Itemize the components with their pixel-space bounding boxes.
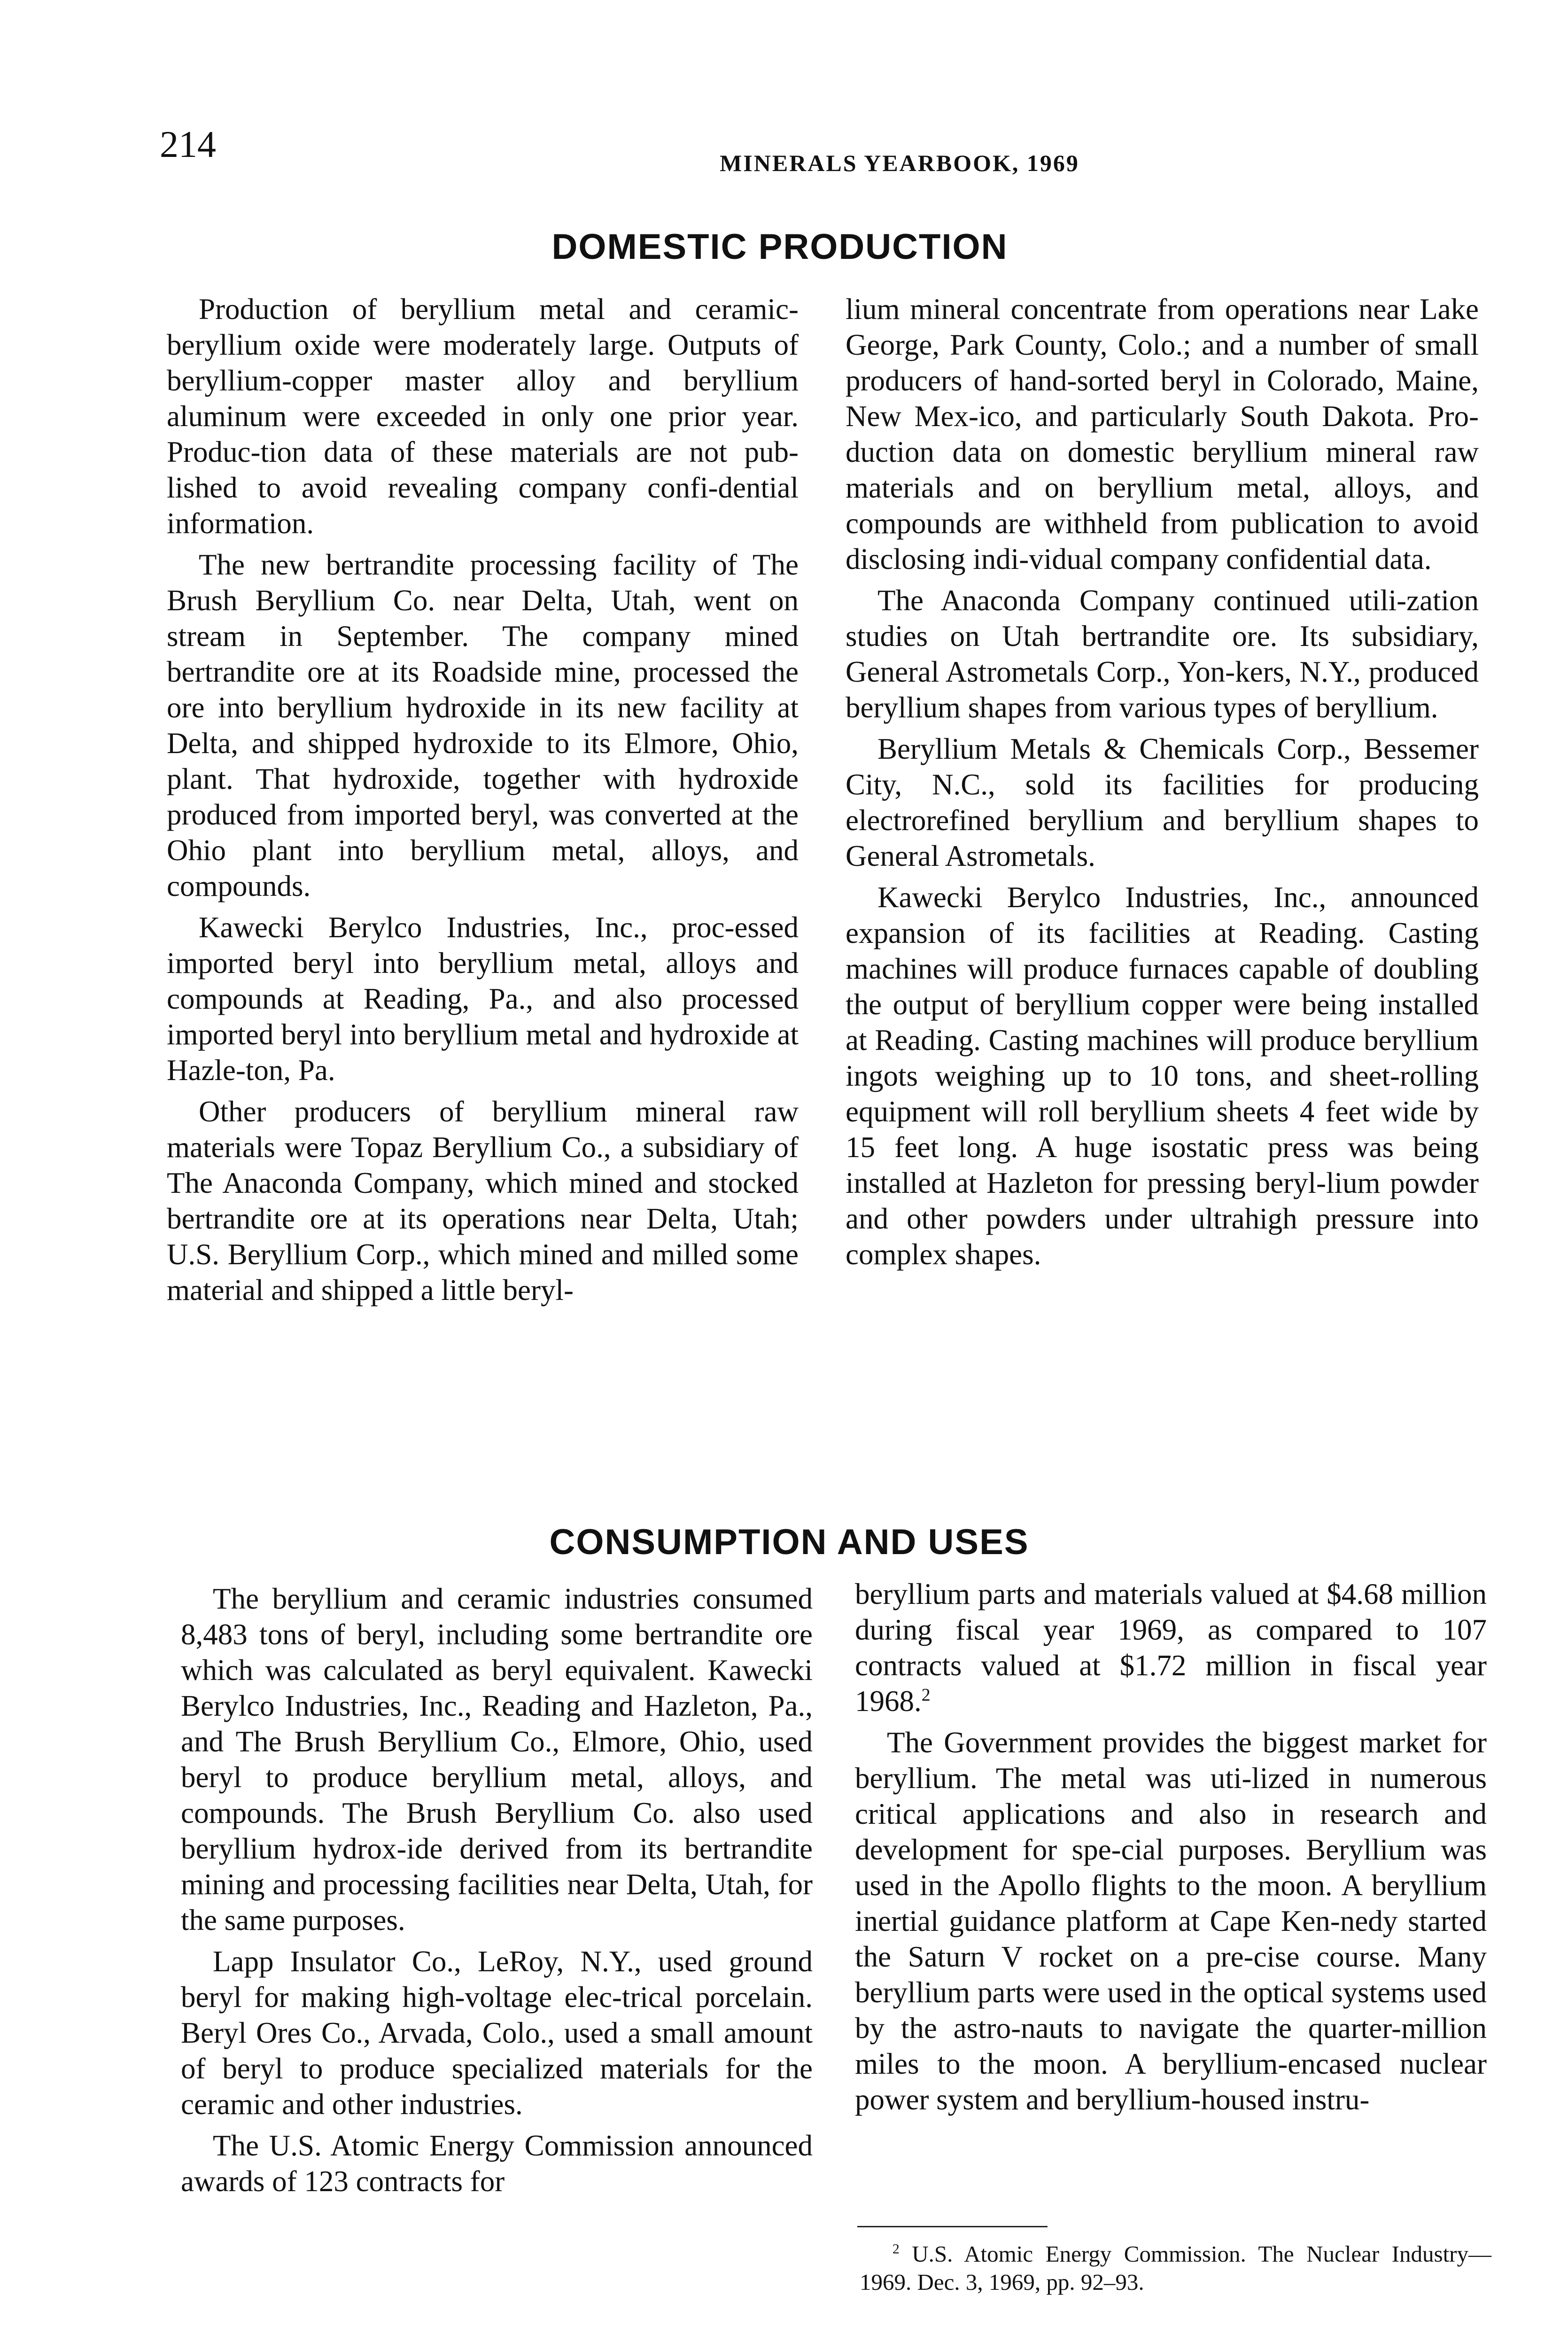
- paragraph: Beryllium Metals & Chemicals Corp., Bessemer City, N.C., sold its facilities for producing electrorefined beryllium and beryllium shapes to General Astrometals.: [846, 732, 1479, 872]
- page-number: 214: [160, 124, 216, 165]
- paragraph: The beryllium and ceramic industries consumed 8,483 tons of beryl, including some bertrandite ore which was calculated as beryl equivalent. Kawecki Berylco Industries, Inc., Reading and Hazleton, Pa., and The Brush Beryllium Co., Elmore, Ohio, used beryl to produce beryllium metal, alloys, and compounds. The Brush Beryllium Co. also used beryllium hydrox-ide derived from its bertrandite mining and processing facilities near Delta, Utah, for the same purposes.: [181, 1582, 813, 1937]
- paragraph: The U.S. Atomic Energy Commission announced awards of 123 contracts for: [181, 2129, 813, 2198]
- footnote-reference: 2: [921, 1685, 931, 1705]
- paragraph: lium mineral concentrate from operations near Lake George, Park County, Colo.; and a number of small producers of hand-sorted beryl in Colorado, Maine, New Mex-ico, and particularly South Dakota. Pro-duction data on domestic beryllium mineral raw materials and on beryllium metal, alloys, and compounds are withheld from publication to avoid disclosing indi-vidual company confidential data.: [846, 293, 1479, 576]
- paragraph: The Government provides the biggest market for beryllium. The metal was uti-lized in numerous critical applications and also in research and development for spe-cial purposes. Beryllium was used in the Apollo flights to the moon. A beryllium inertial guidance platform at Cape Ken-nedy started the Saturn V rocket on a pre-cise course. Many beryllium parts were used in the optical systems used by the astro-nauts to navigate the quarter-million miles to the moon. A beryllium-encased nuclear power system and beryllium-housed instru-: [855, 1726, 1487, 2116]
- paragraph: The new bertrandite processing facility of The Brush Beryllium Co. near Delta, Utah, went on stream in September. The company mined bertrandite ore at its Roadside mine, processed the ore into beryllium hydroxide in its new facility at Delta, and shipped hydroxide to its Elmore, Ohio, plant. That hydroxide, together with hydroxide produced from imported beryl, was converted at the Ohio plant into beryllium metal, alloys, and compounds.: [167, 548, 799, 902]
- footnote-marker: 2: [893, 2241, 900, 2257]
- paragraph: Lapp Insulator Co., LeRoy, N.Y., used ground beryl for making high-voltage elec-trical porcelain. Beryl Ores Co., Arvada, Colo., used a small amount of beryl to produce specialized materials for the ceramic and other industries.: [181, 1945, 813, 2121]
- consumption-left-column: [181, 1581, 813, 2205]
- domestic-production-left-column: [167, 291, 799, 1314]
- paragraph: Production of beryllium metal and ceramic-beryllium oxide were moderately large. Outputs of beryllium-copper master alloy and beryllium aluminum were exceeded in only one prior year. Produc-tion data of these materials are not pub-lished to avoid revealing company confi-dential information.: [167, 293, 799, 540]
- section-heading-domestic-production: DOMESTIC PRODUCTION: [551, 227, 1008, 267]
- section-heading-consumption-and-uses: CONSUMPTION AND USES: [549, 1522, 1029, 1562]
- running-title: MINERALS YEARBOOK, 1969: [720, 150, 1079, 176]
- paragraph: The Anaconda Company continued utili-zation studies on Utah bertrandite ore. Its subsidiary, General Astrometals Corp., Yon-kers, N.Y., produced beryllium shapes from various types of beryllium.: [846, 584, 1479, 724]
- paragraph: Kawecki Berylco Industries, Inc., proc-essed imported beryl into beryllium metal, alloys and compounds at Reading, Pa., and also processed imported beryl into beryllium metal and hydroxide at Hazle-ton, Pa.: [167, 911, 799, 1087]
- paragraph: Other producers of beryllium mineral raw materials were Topaz Beryllium Co., a subsidiary of The Anaconda Company, which mined and stocked bertrandite ore at its operations near Delta, Utah; U.S. Beryllium Corp., which mined and milled some material and shipped a little beryl-: [167, 1095, 799, 1307]
- paragraph-text: beryllium parts and materials valued at $4.68 million during fiscal year 1969, as compared to 107 contracts valued at $1.72 million in fiscal year 1968.: [855, 1578, 1487, 1718]
- footnote-text: U.S. Atomic Energy Commission. The Nuclear Industry—1969. Dec. 3, 1969, pp. 92–93.: [860, 2241, 1491, 2295]
- footnote: [860, 2240, 1491, 2296]
- paragraph: Kawecki Berylco Industries, Inc., announced expansion of its facilities at Reading. Casting machines will produce furnaces capable of doubling the output of beryllium copper were being installed at Reading. Casting machines will produce beryllium ingots weighing up to 10 tons, and sheet-rolling equipment will roll beryllium sheets 4 feet wide by 15 feet long. A huge isostatic press was being installed at Hazleton for pressing beryl-lium powder and other powders under ultrahigh pressure into complex shapes.: [846, 881, 1479, 1271]
- consumption-right-column: [855, 1576, 1487, 2123]
- domestic-production-right-column: [846, 291, 1479, 1278]
- paragraph: [855, 1576, 1487, 1719]
- footnote-divider: [857, 2226, 1048, 2227]
